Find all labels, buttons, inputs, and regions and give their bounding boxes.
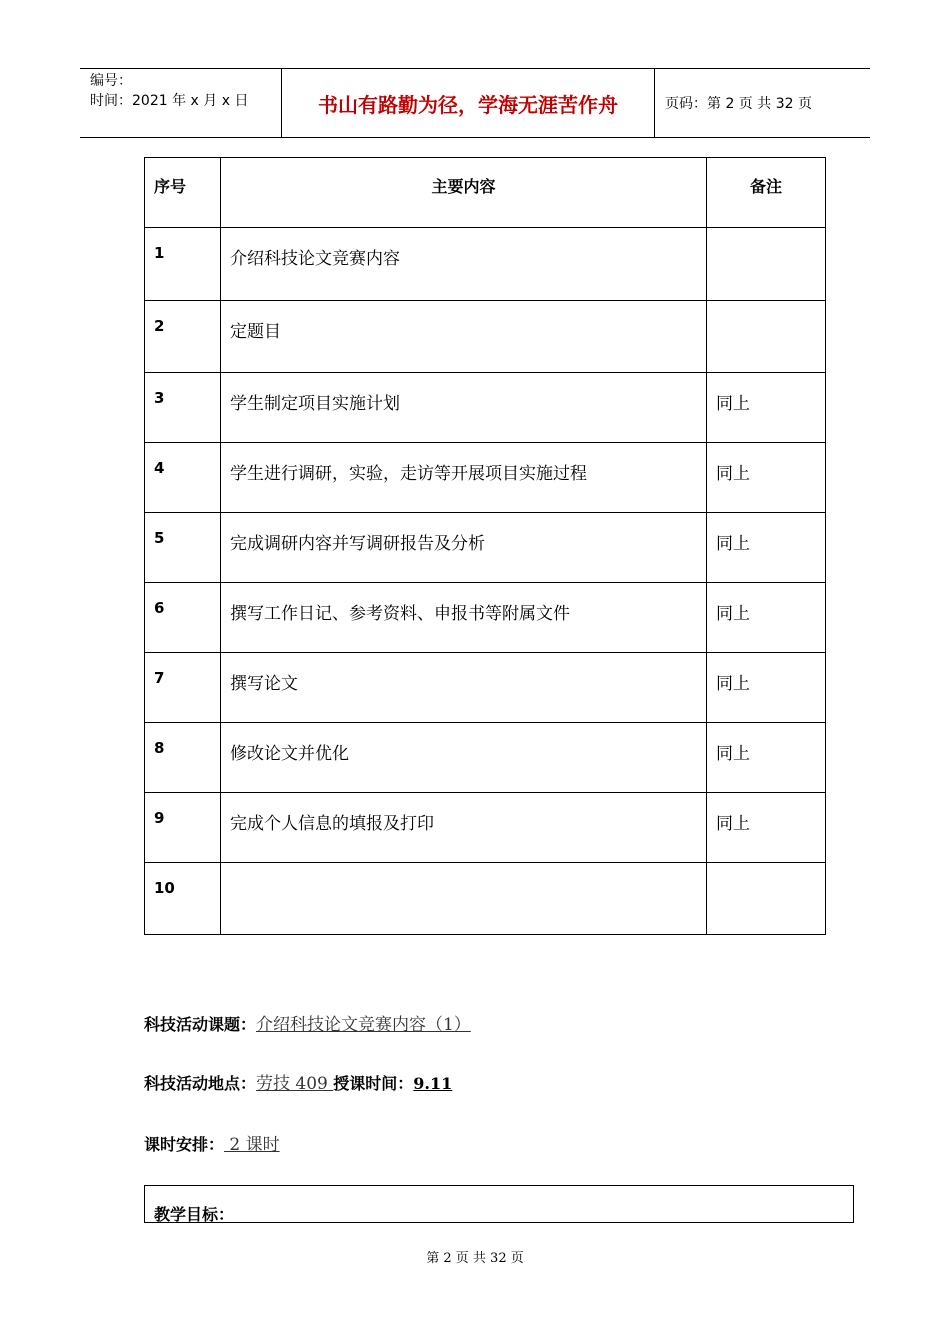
row-content: 修改论文并优化 [221, 723, 707, 793]
row-note: 同上 [707, 443, 826, 513]
row-no: 2 [145, 301, 221, 373]
row-no: 9 [145, 793, 221, 863]
header-motto: 书山有路勤为径，学海无涯苦作舟 [282, 69, 655, 137]
row-note: 同上 [707, 583, 826, 653]
class-time-value: 9.11 [413, 1074, 453, 1093]
table-header-row [145, 158, 826, 228]
location-value: 劳技 409 [256, 1074, 334, 1094]
row-note: 同上 [707, 723, 826, 793]
table-row [145, 513, 826, 583]
row-no: 4 [145, 443, 221, 513]
header-left [80, 69, 282, 137]
location-label: 科技活动地点： [144, 1074, 257, 1093]
hours-label: 课时安排： [144, 1135, 225, 1154]
page-header [80, 68, 870, 138]
row-content: 定题目 [221, 301, 707, 373]
hours-value: 2 课时 [224, 1135, 280, 1155]
topic-line [144, 1010, 471, 1035]
teaching-goal-box [144, 1185, 854, 1223]
row-content: 学生制定项目实施计划 [221, 373, 707, 443]
row-note: 同上 [707, 653, 826, 723]
header-note: 备注 [707, 158, 826, 228]
row-no: 8 [145, 723, 221, 793]
row-content: 完成调研内容并写调研报告及分析 [221, 513, 707, 583]
row-content [221, 863, 707, 935]
class-time-label: 授课时间： [333, 1074, 414, 1093]
table-row [145, 301, 826, 373]
table-row [145, 653, 826, 723]
row-content: 学生进行调研，实验，走访等开展项目实施过程 [221, 443, 707, 513]
row-no: 7 [145, 653, 221, 723]
row-no: 5 [145, 513, 221, 583]
number-label: 编号： [90, 73, 132, 89]
location-line [144, 1069, 452, 1094]
table-row [145, 723, 826, 793]
time-label: 时间：2021 年 x 月 x 日 [90, 93, 249, 109]
header-page-info: 页码：第 2 页 共 32 页 [665, 96, 812, 112]
table-row [145, 863, 826, 935]
schedule-table [144, 157, 826, 935]
row-note [707, 228, 826, 301]
topic-value: 介绍科技论文竞赛内容（1） [256, 1015, 471, 1035]
header-content: 主要内容 [221, 158, 707, 228]
row-no: 10 [145, 863, 221, 935]
hours-line [144, 1130, 280, 1155]
page-footer: 第 2 页 共 32 页 [426, 1251, 524, 1266]
topic-label: 科技活动课题： [144, 1015, 257, 1034]
row-note [707, 863, 826, 935]
table-row [145, 443, 826, 513]
row-content: 完成个人信息的填报及打印 [221, 793, 707, 863]
row-content: 撰写论文 [221, 653, 707, 723]
row-no: 3 [145, 373, 221, 443]
table-row [145, 793, 826, 863]
row-note: 同上 [707, 513, 826, 583]
row-no: 6 [145, 583, 221, 653]
row-content: 介绍科技论文竞赛内容 [221, 228, 707, 301]
table-row [145, 373, 826, 443]
row-note [707, 301, 826, 373]
row-note: 同上 [707, 793, 826, 863]
teaching-goal-label: 教学目标： [154, 1205, 235, 1224]
row-no: 1 [145, 228, 221, 301]
header-no: 序号 [145, 158, 221, 228]
row-content: 撰写工作日记、参考资料、申报书等附属文件 [221, 583, 707, 653]
row-note: 同上 [707, 373, 826, 443]
table-row [145, 228, 826, 301]
table-row [145, 583, 826, 653]
